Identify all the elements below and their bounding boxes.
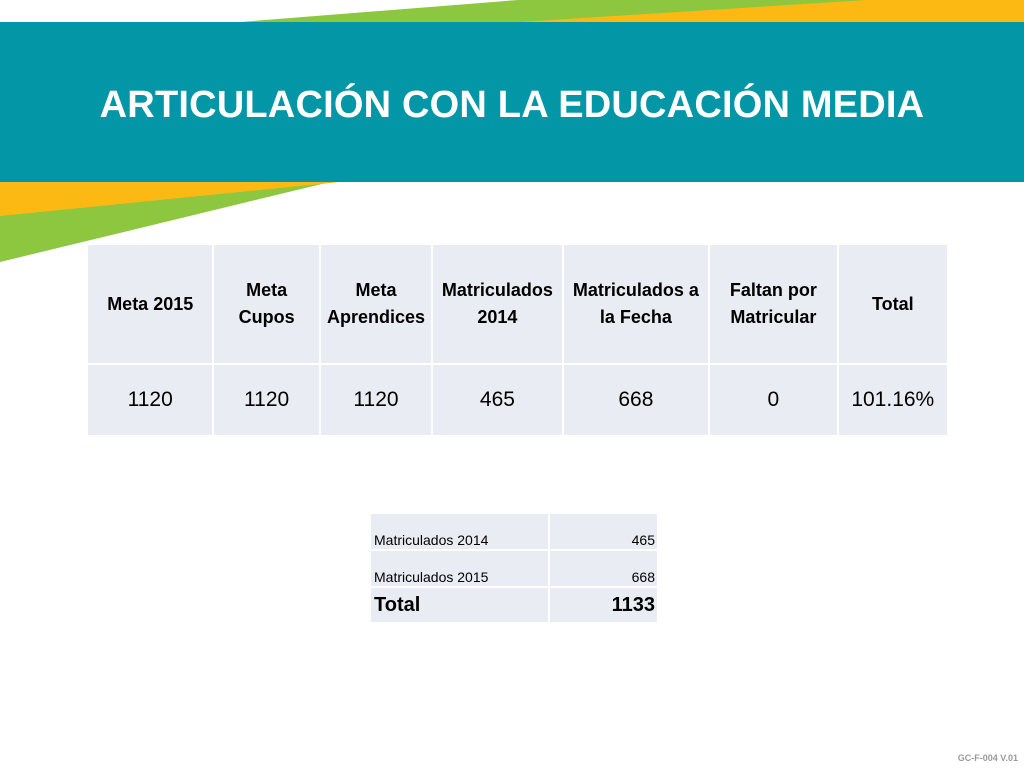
- title-banner: [0, 22, 1024, 182]
- summary-label: Matriculados 2014: [371, 514, 548, 549]
- header-meta-2015: Meta 2015: [88, 245, 212, 363]
- cell-meta-aprendices: 1120: [321, 365, 431, 435]
- goals-table-header-row: [88, 245, 947, 363]
- summary-label: Matriculados 2015: [371, 551, 548, 586]
- summary-total-row: [371, 588, 657, 622]
- summary-value: 465: [550, 514, 657, 549]
- goals-table-row: [88, 365, 947, 435]
- header-matriculados-fecha: Matriculados a la Fecha: [564, 245, 709, 363]
- header-faltan-matricular: Faltan por Matricular: [710, 245, 836, 363]
- cell-matriculados-2014: 465: [433, 365, 561, 435]
- cell-faltan-matricular: 0: [710, 365, 836, 435]
- footer-code: GC-F-004 V.01: [957, 753, 1018, 763]
- header-matriculados-2014: Matriculados 2014: [433, 245, 561, 363]
- summary-total-value: 1133: [550, 588, 657, 622]
- cell-matriculados-fecha: 668: [564, 365, 709, 435]
- summary-row: [371, 514, 657, 549]
- cell-meta-2015: 1120: [88, 365, 212, 435]
- cell-meta-cupos: 1120: [214, 365, 318, 435]
- header-total: Total: [839, 245, 947, 363]
- summary-table: [369, 512, 659, 624]
- summary-value: 668: [550, 551, 657, 586]
- summary-row: [371, 551, 657, 586]
- header-meta-cupos: Meta Cupos: [214, 245, 318, 363]
- cell-total: 101.16%: [839, 365, 947, 435]
- slide-title: ARTICULACIÓN CON LA EDUCACIÓN MEDIA: [99, 83, 925, 126]
- header-meta-aprendices: Meta Aprendices: [321, 245, 431, 363]
- summary-total-label: Total: [371, 588, 548, 622]
- goals-table: [86, 243, 949, 437]
